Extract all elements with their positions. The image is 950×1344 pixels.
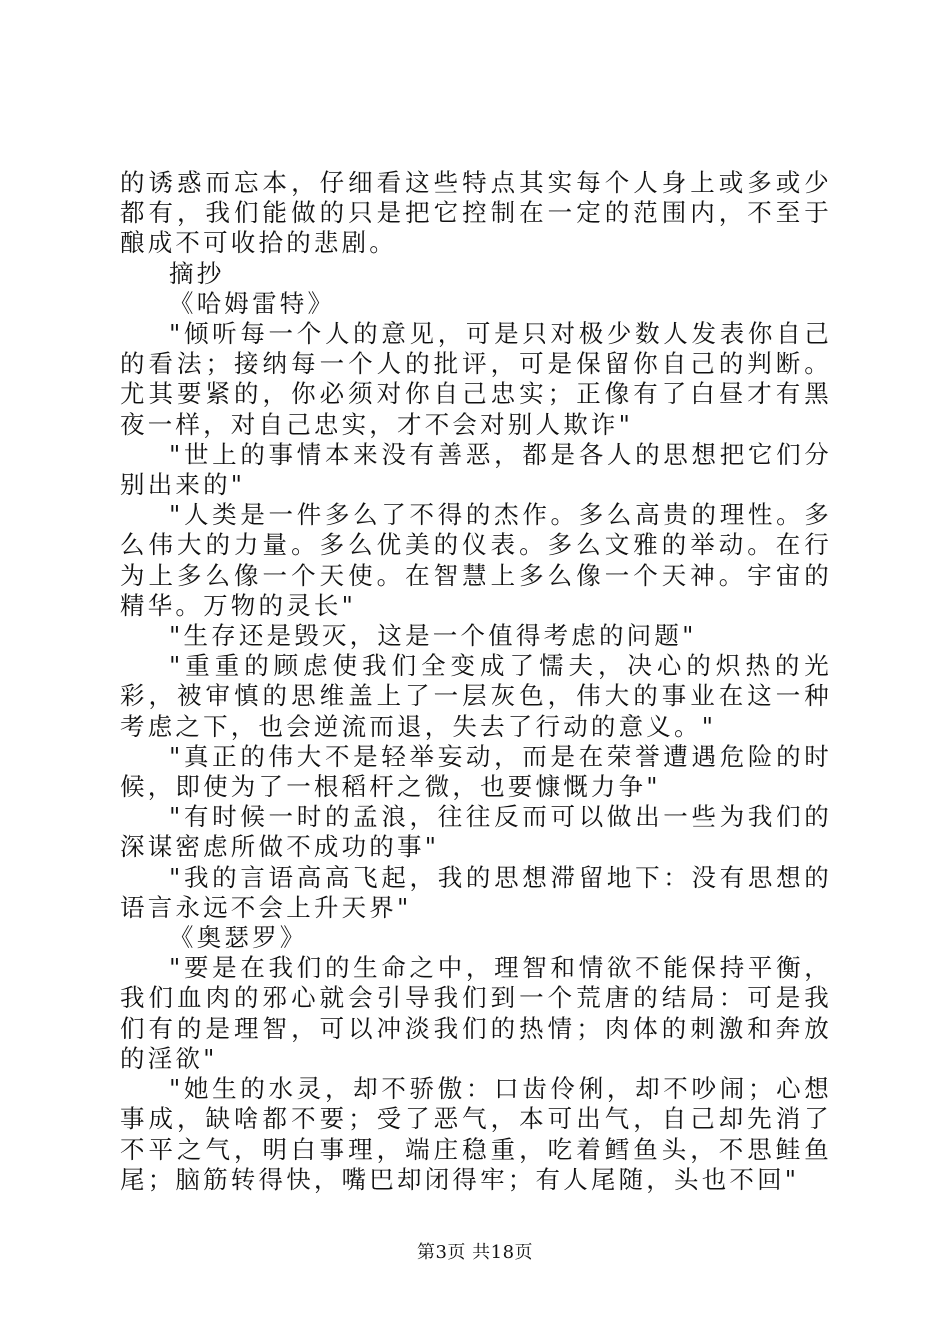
paragraph-continuation: 的诱惑而忘本，仔细看这些特点其实每个人身上或多或少都有，我们能做的只是把它控制在一定的范围内，不至于酿成不可收拾的悲剧。	[120, 168, 832, 258]
section-heading-excerpts: 摘抄	[169, 258, 225, 288]
quote-paragraph: "我的言语高高飞起，我的思想滞留地下：没有思想的语言永远不会上升天界"	[120, 862, 832, 922]
quote-paragraph: "她生的水灵，却不骄傲：口齿伶俐，却不吵闹；心想事成，缺啥都不要；受了恶气，本可出气，自己却先消了不平之气，明白事理，端庄稳重，吃着鳕鱼头，不思鲑鱼尾；脑筋转得快，嘴巴却闭得牢；有人尾随，头也不回"	[120, 1074, 832, 1194]
page-number-footer: 第3页 共18页	[416, 1242, 534, 1263]
quote-paragraph: "世上的事情本来没有善恶，都是各人的思想把它们分别出来的"	[120, 439, 832, 500]
book-title-othello: 《奥瑟罗》	[169, 923, 308, 953]
quote-paragraph: "人类是一件多么了不得的杰作。多么高贵的理性。多么伟大的力量。多么优美的仪表。多么文雅的举动。在行为上多么像一个天使。在智慧上多么像一个天神。宇宙的精华。万物的灵长"	[120, 500, 832, 620]
quote-paragraph: "真正的伟大不是轻举妄动，而是在荣誉遭遇危险的时候，即使为了一根稻杆之微，也要慷慨力争"	[120, 741, 832, 802]
quote-paragraph: "生存还是毁灭，这是一个值得考虑的问题"	[169, 621, 697, 651]
book-title-hamlet: 《哈姆雷特》	[169, 288, 336, 318]
quote-paragraph: "倾听每一个人的意见，可是只对极少数人发表你自己的看法；接纳每一个人的批评，可是保留你自己的判断。尤其要紧的，你必须对你自己忠实；正像有了白昼才有黑夜一样，对自己忠实，才不会对别人欺诈"	[120, 319, 832, 439]
quote-paragraph: "有时候一时的孟浪，往往反而可以做出一些为我们的深谋密虑所做不成功的事"	[120, 802, 832, 862]
quote-paragraph: "重重的顾虑使我们全变成了懦夫，决心的炽热的光彩，被审慎的思维盖上了一层灰色，伟大的事业在这一种考虑之下，也会逆流而退，失去了行动的意义。"	[120, 651, 832, 741]
quote-paragraph: "要是在我们的生命之中，理智和情欲不能保持平衡，我们血肉的邪心就会引导我们到一个荒唐的结局：可是我们有的是理智，可以冲淡我们的热情；肉体的刺激和奔放的淫欲"	[120, 953, 832, 1073]
document-body	[120, 168, 832, 1195]
